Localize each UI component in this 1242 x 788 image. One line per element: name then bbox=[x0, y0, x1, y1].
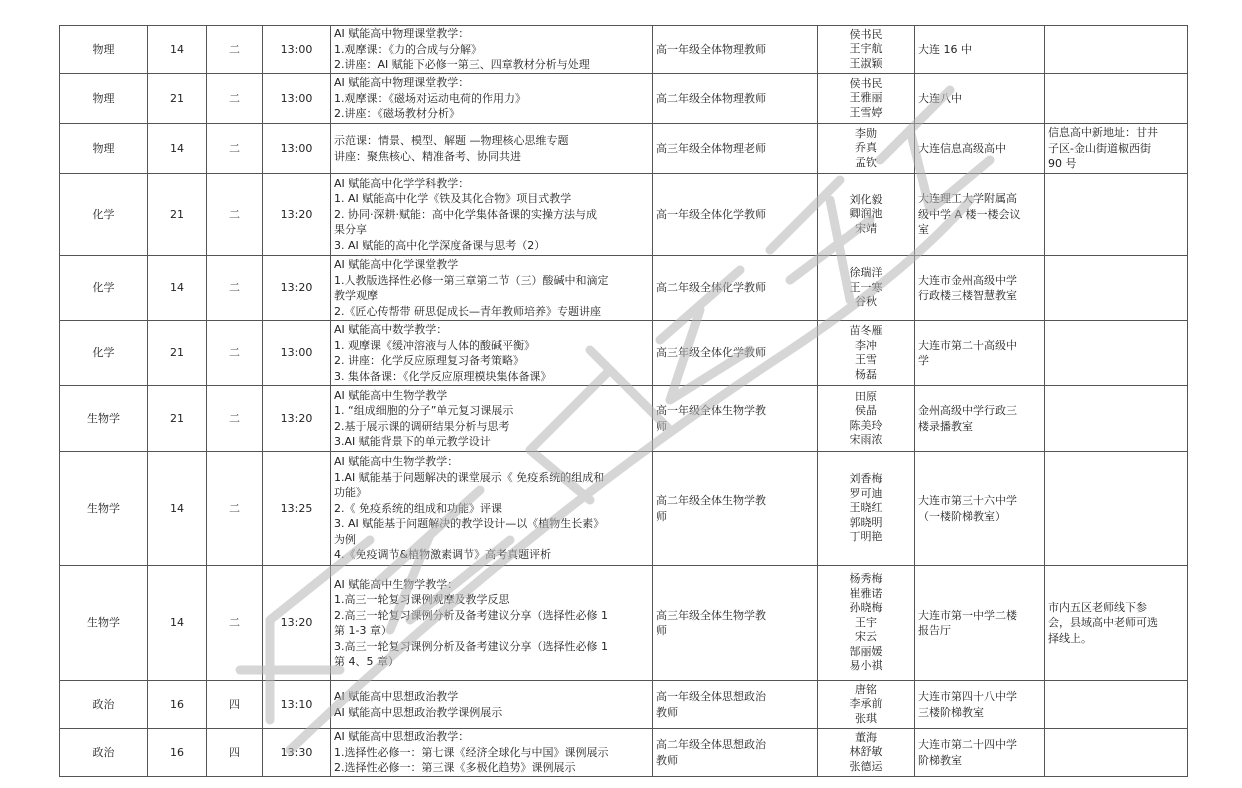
content-line: AI 赋能高中数学教学： bbox=[334, 323, 448, 336]
content-line: 1.观摩课：《磁场对运动电荷的作用力》 bbox=[334, 91, 526, 105]
subject-cell: 政治 bbox=[60, 681, 148, 729]
people-line: 李冲 bbox=[855, 338, 877, 352]
people-cell bbox=[818, 566, 915, 681]
venue-line: 学 bbox=[918, 354, 929, 367]
content-line: AI 赋能高中思想政治教学课例展示 bbox=[334, 705, 503, 719]
people-line: 董海 bbox=[855, 730, 877, 744]
audience-cell bbox=[653, 174, 818, 256]
content-cell bbox=[331, 681, 653, 729]
content-line: 2.《匠心传帮带 研思促成长—青年教师培养》专题讲座 bbox=[334, 304, 601, 318]
grade-number-cell: 14 bbox=[148, 452, 207, 566]
content-line: 3. AI 赋能的高中化学深度备课与思考（2） bbox=[334, 238, 546, 252]
table-row bbox=[60, 452, 1188, 566]
content-line: AI 赋能高中思想政治教学 bbox=[334, 690, 459, 703]
note-cell bbox=[1045, 174, 1188, 256]
audience-cell bbox=[653, 124, 818, 174]
content-line: 功能》 bbox=[334, 486, 367, 500]
people-line: 唐铭 bbox=[855, 682, 877, 696]
table-row bbox=[60, 386, 1188, 452]
grade-number-cell: 21 bbox=[148, 174, 207, 256]
content-line: AI 赋能高中思想政治教学： bbox=[334, 730, 470, 744]
content-line: 3.高三一轮复习课例分析及备考建议分享（选择性必修 1 bbox=[334, 639, 608, 653]
people-line: 谷秋 bbox=[855, 295, 877, 309]
subject-cell: 政治 bbox=[60, 729, 148, 777]
people-cell bbox=[818, 386, 915, 452]
weekday-cell: 四 bbox=[207, 681, 263, 729]
table-row bbox=[60, 124, 1188, 174]
note-line: 90 号 bbox=[1048, 157, 1077, 171]
content-cell bbox=[331, 321, 653, 386]
venue-line: 报告厅 bbox=[918, 624, 951, 637]
content-line: 第 1-3 章） bbox=[334, 624, 392, 637]
people-line: 王雪婷 bbox=[849, 105, 883, 119]
people-line: 孙晓梅 bbox=[849, 601, 883, 615]
audience-line: 高一年级全体思想政治 bbox=[656, 690, 766, 703]
people-line: 郭晓明 bbox=[849, 515, 883, 529]
content-cell bbox=[331, 256, 653, 321]
content-line: 4.《免疫调节&植物激素调节》高考真题评析 bbox=[334, 548, 552, 562]
table-row bbox=[60, 74, 1188, 124]
audience-cell bbox=[653, 26, 818, 74]
audience-line: 高二年级全体化学教师 bbox=[656, 281, 766, 295]
venue-cell bbox=[915, 174, 1045, 256]
venue-cell bbox=[915, 74, 1045, 124]
content-cell bbox=[331, 74, 653, 124]
venue-line: 大连市第四十八中学 bbox=[918, 690, 1017, 703]
audience-line: 教师 bbox=[656, 705, 678, 719]
venue-line: 大连 16 中 bbox=[918, 42, 972, 56]
content-line: AI 赋能高中化学课堂教学 bbox=[334, 258, 459, 271]
people-cell bbox=[818, 321, 915, 386]
audience-line: 师 bbox=[656, 419, 667, 433]
people-line: 乔真 bbox=[855, 141, 877, 155]
grade-number-cell: 14 bbox=[148, 566, 207, 681]
people-line: 张德运 bbox=[849, 759, 883, 773]
venue-line: 大连理工大学附属高 bbox=[918, 192, 1017, 206]
people-line: 侯书民 bbox=[849, 27, 883, 41]
content-line: 2.讲座：AI 赋能下必修一第三、四章教材分析与处理 bbox=[334, 58, 590, 72]
time-cell: 13:20 bbox=[263, 256, 331, 321]
people-line: 宋靖 bbox=[855, 221, 877, 235]
table-row bbox=[60, 566, 1188, 681]
note-cell bbox=[1045, 124, 1188, 174]
people-line: 田原 bbox=[855, 389, 877, 403]
content-line: 讲座：聚焦核心、精准备考、协同共进 bbox=[334, 149, 521, 163]
note-cell bbox=[1045, 386, 1188, 452]
people-cell bbox=[818, 452, 915, 566]
content-line: 2.基于展示课的调研结果分析与思考 bbox=[334, 419, 510, 433]
audience-cell bbox=[653, 729, 818, 777]
audience-line: 高三年级全体生物学教 bbox=[656, 608, 766, 622]
audience-cell bbox=[653, 256, 818, 321]
note-cell bbox=[1045, 256, 1188, 321]
content-cell bbox=[331, 124, 653, 174]
content-line: 1.高三一轮复习课例观摩及教学反思 bbox=[334, 593, 510, 606]
venue-cell bbox=[915, 681, 1045, 729]
content-line: AI 赋能高中生物学教学： bbox=[334, 455, 459, 469]
content-line: AI 赋能高中生物学教学 bbox=[334, 388, 448, 402]
venue-line: 大连市第二十高级中 bbox=[918, 338, 1017, 352]
weekday-cell: 二 bbox=[207, 452, 263, 566]
people-cell bbox=[818, 681, 915, 729]
content-line: 2.讲座：《磁场教材分析》 bbox=[334, 107, 460, 121]
content-line: 3. 集体备课：《化学反应原理模块集体备课》 bbox=[334, 369, 552, 383]
table-row bbox=[60, 729, 1188, 777]
people-line: 李勋 bbox=[855, 126, 877, 140]
people-line: 王一寒 bbox=[849, 280, 883, 294]
content-line: 1.AI 赋能基于问题解决的课堂展示《 免疫系统的组成和 bbox=[334, 470, 605, 484]
audience-line: 师 bbox=[656, 624, 667, 637]
subject-cell: 生物学 bbox=[60, 566, 148, 681]
people-line: 陈美玲 bbox=[849, 418, 883, 432]
venue-cell bbox=[915, 256, 1045, 321]
subject-cell: 化学 bbox=[60, 174, 148, 256]
people-line: 徐瑞洋 bbox=[849, 266, 883, 280]
people-line: 杨磊 bbox=[855, 367, 877, 381]
venue-line: （一楼阶梯教室） bbox=[918, 509, 1006, 523]
content-line: 1.选择性必修一：第七课《经济全球化与中国》课例展示 bbox=[334, 745, 609, 759]
people-line: 宋雨浓 bbox=[849, 433, 883, 446]
time-cell: 13:20 bbox=[263, 566, 331, 681]
note-cell bbox=[1045, 321, 1188, 386]
audience-line: 高二年级全体生物学教 bbox=[656, 494, 766, 507]
weekday-cell: 二 bbox=[207, 321, 263, 386]
people-line: 王宇 bbox=[855, 615, 877, 629]
audience-cell bbox=[653, 452, 818, 566]
venue-line: 金州高级中学行政三 bbox=[918, 404, 1017, 417]
time-cell: 13:00 bbox=[263, 26, 331, 74]
subject-cell: 物理 bbox=[60, 26, 148, 74]
venue-line: 阶梯教室 bbox=[918, 753, 962, 767]
content-line: 示范课：情景、模型、解题 —物理核心思维专题 bbox=[334, 134, 569, 147]
note-line: 子区-金山街道椒西街 bbox=[1048, 141, 1151, 155]
weekday-cell: 二 bbox=[207, 174, 263, 256]
note-cell bbox=[1045, 26, 1188, 74]
venue-cell bbox=[915, 386, 1045, 452]
content-line: 2.高三一轮复习课例分析及备考建议分享（选择性必修 1 bbox=[334, 608, 608, 622]
content-line: AI 赋能高中物理课堂教学： bbox=[334, 76, 470, 90]
content-line: 2.《 免疫系统的组成和功能》评课 bbox=[334, 501, 502, 515]
subject-cell: 生物学 bbox=[60, 386, 148, 452]
weekday-cell: 二 bbox=[207, 26, 263, 74]
venue-cell bbox=[915, 26, 1045, 74]
weekday-cell: 二 bbox=[207, 256, 263, 321]
content-line: 教学观摩 bbox=[334, 289, 378, 302]
people-line: 杨秀梅 bbox=[849, 572, 883, 586]
grade-number-cell: 21 bbox=[148, 321, 207, 386]
note-line: 市内五区老师线下参 bbox=[1048, 600, 1147, 614]
people-line: 王晓红 bbox=[849, 501, 883, 515]
table-row bbox=[60, 174, 1188, 256]
weekday-cell: 二 bbox=[207, 386, 263, 452]
people-line: 张琪 bbox=[855, 711, 877, 725]
audience-line: 高三年级全体物理老师 bbox=[656, 141, 766, 155]
people-cell bbox=[818, 174, 915, 256]
people-line: 王雅丽 bbox=[849, 91, 883, 105]
content-line: 1. AI 赋能高中化学《铁及其化合物》项目式教学 bbox=[334, 192, 572, 206]
table-row bbox=[60, 26, 1188, 74]
venue-line: 行政楼三楼智慧教室 bbox=[918, 289, 1017, 302]
people-line: 苗冬雁 bbox=[849, 324, 883, 337]
content-line: 1.观摩课：《力的合成与分解》 bbox=[334, 42, 482, 56]
content-line: 3. AI 赋能基于问题解决的教学设计—以《植物生长素》 bbox=[334, 517, 605, 531]
venue-cell bbox=[915, 729, 1045, 777]
subject-cell: 化学 bbox=[60, 321, 148, 386]
people-line: 林舒敏 bbox=[849, 745, 883, 759]
audience-line: 高三年级全体化学教师 bbox=[656, 346, 766, 360]
time-cell: 13:00 bbox=[263, 74, 331, 124]
time-cell: 13:00 bbox=[263, 321, 331, 386]
content-line: AI 赋能高中生物学教学： bbox=[334, 577, 459, 591]
time-cell: 13:25 bbox=[263, 452, 331, 566]
venue-line: 大连市第二十四中学 bbox=[918, 738, 1017, 751]
content-cell bbox=[331, 174, 653, 256]
people-line: 郜丽媛 bbox=[849, 644, 883, 658]
content-line: 2. 讲座：化学反应原理复习备考策略》 bbox=[334, 354, 524, 367]
people-line: 罗可迪 bbox=[849, 486, 883, 500]
venue-line: 大连八中 bbox=[918, 91, 962, 105]
content-line: 2. 协同·深耕·赋能：高中化学集体备课的实操方法与成 bbox=[334, 207, 597, 221]
content-line: 1.人教版选择性必修一第三章第二节（三）酸碱中和滴定 bbox=[334, 273, 609, 287]
note-cell bbox=[1045, 452, 1188, 566]
grade-number-cell: 16 bbox=[148, 729, 207, 777]
people-line: 丁明艳 bbox=[849, 530, 883, 544]
note-line: 信息高中新地址：甘井 bbox=[1048, 126, 1158, 140]
venue-line: 三楼阶梯教室 bbox=[918, 705, 984, 719]
subject-cell: 化学 bbox=[60, 256, 148, 321]
weekday-cell: 二 bbox=[207, 566, 263, 681]
audience-line: 高一年级全体化学教师 bbox=[656, 207, 766, 221]
people-cell bbox=[818, 729, 915, 777]
venue-line: 大连信息高级高中 bbox=[918, 141, 1006, 155]
weekday-cell: 四 bbox=[207, 729, 263, 777]
time-cell: 13:10 bbox=[263, 681, 331, 729]
content-line: 果分享 bbox=[334, 223, 367, 237]
people-line: 崔雅诺 bbox=[849, 586, 883, 600]
venue-line: 楼录播教室 bbox=[918, 419, 973, 433]
people-line: 刘香梅 bbox=[849, 472, 883, 486]
people-line: 王淑颖 bbox=[849, 56, 883, 70]
note-line: 择线上。 bbox=[1048, 631, 1092, 645]
venue-cell bbox=[915, 566, 1045, 681]
table-row bbox=[60, 256, 1188, 321]
note-cell bbox=[1045, 566, 1188, 681]
content-cell bbox=[331, 729, 653, 777]
subject-cell: 物理 bbox=[60, 124, 148, 174]
people-line: 李承前 bbox=[849, 697, 883, 711]
venue-line: 大连市金州高级中学 bbox=[918, 273, 1017, 287]
content-line: 3.AI 赋能背景下的单元教学设计 bbox=[334, 435, 491, 448]
grade-number-cell: 21 bbox=[148, 74, 207, 124]
content-line: AI 赋能高中物理课堂教学： bbox=[334, 27, 470, 41]
audience-cell bbox=[653, 566, 818, 681]
subject-cell: 物理 bbox=[60, 74, 148, 124]
subject-cell: 生物学 bbox=[60, 452, 148, 566]
venue-line: 室 bbox=[918, 223, 929, 237]
people-cell bbox=[818, 74, 915, 124]
audience-line: 高二年级全体物理教师 bbox=[656, 91, 766, 105]
content-cell bbox=[331, 386, 653, 452]
people-cell bbox=[818, 26, 915, 74]
people-line: 侯晶 bbox=[855, 404, 877, 417]
people-line: 王宇航 bbox=[849, 42, 883, 56]
note-cell bbox=[1045, 729, 1188, 777]
people-line: 宋云 bbox=[855, 630, 877, 644]
people-line: 王雪 bbox=[855, 353, 877, 366]
venue-line: 级中学 A 楼一楼会议 bbox=[918, 207, 1021, 221]
content-line: 为例 bbox=[334, 532, 356, 546]
audience-line: 高一年级全体物理教师 bbox=[656, 42, 766, 56]
content-line: 第 4、5 章） bbox=[334, 655, 399, 668]
content-line: 1. “组成细胞的分子”单元复习课展示 bbox=[334, 404, 514, 417]
people-line: 侯书民 bbox=[849, 76, 883, 90]
audience-cell bbox=[653, 74, 818, 124]
time-cell: 13:30 bbox=[263, 729, 331, 777]
people-line: 卿润池 bbox=[849, 207, 883, 221]
audience-line: 师 bbox=[656, 509, 667, 523]
audience-cell bbox=[653, 386, 818, 452]
weekday-cell: 二 bbox=[207, 124, 263, 174]
time-cell: 13:20 bbox=[263, 174, 331, 256]
grade-number-cell: 16 bbox=[148, 681, 207, 729]
venue-line: 大连市第三十六中学 bbox=[918, 494, 1017, 507]
time-cell: 13:20 bbox=[263, 386, 331, 452]
content-line: AI 赋能高中化学学科教学： bbox=[334, 176, 470, 190]
content-cell bbox=[331, 566, 653, 681]
note-line: 会，县域高中老师可选 bbox=[1048, 616, 1158, 630]
content-line: 1. 观摩课《缓冲溶液与人体的酸碱平衡》 bbox=[334, 338, 535, 352]
people-cell bbox=[818, 124, 915, 174]
schedule-table bbox=[59, 25, 1188, 777]
venue-cell bbox=[915, 452, 1045, 566]
content-cell bbox=[331, 452, 653, 566]
people-cell bbox=[818, 256, 915, 321]
audience-line: 高二年级全体思想政治 bbox=[656, 738, 766, 751]
audience-cell bbox=[653, 321, 818, 386]
time-cell: 13:00 bbox=[263, 124, 331, 174]
grade-number-cell: 14 bbox=[148, 124, 207, 174]
audience-line: 教师 bbox=[656, 753, 678, 767]
content-cell bbox=[331, 26, 653, 74]
grade-number-cell: 21 bbox=[148, 386, 207, 452]
table-row bbox=[60, 321, 1188, 386]
content-line: 2.选择性必修一：第三课《多极化趋势》课例展示 bbox=[334, 761, 576, 775]
note-cell bbox=[1045, 74, 1188, 124]
grade-number-cell: 14 bbox=[148, 256, 207, 321]
venue-cell bbox=[915, 124, 1045, 174]
people-line: 孟钦 bbox=[855, 155, 877, 169]
venue-line: 大连市第一中学二楼 bbox=[918, 608, 1017, 622]
audience-line: 高一年级全体生物学教 bbox=[656, 404, 766, 417]
grade-number-cell: 14 bbox=[148, 26, 207, 74]
table-row bbox=[60, 681, 1188, 729]
people-line: 易小祺 bbox=[849, 659, 883, 673]
audience-cell bbox=[653, 681, 818, 729]
venue-cell bbox=[915, 321, 1045, 386]
people-line: 刘化毅 bbox=[849, 192, 883, 206]
weekday-cell: 二 bbox=[207, 74, 263, 124]
note-cell bbox=[1045, 681, 1188, 729]
